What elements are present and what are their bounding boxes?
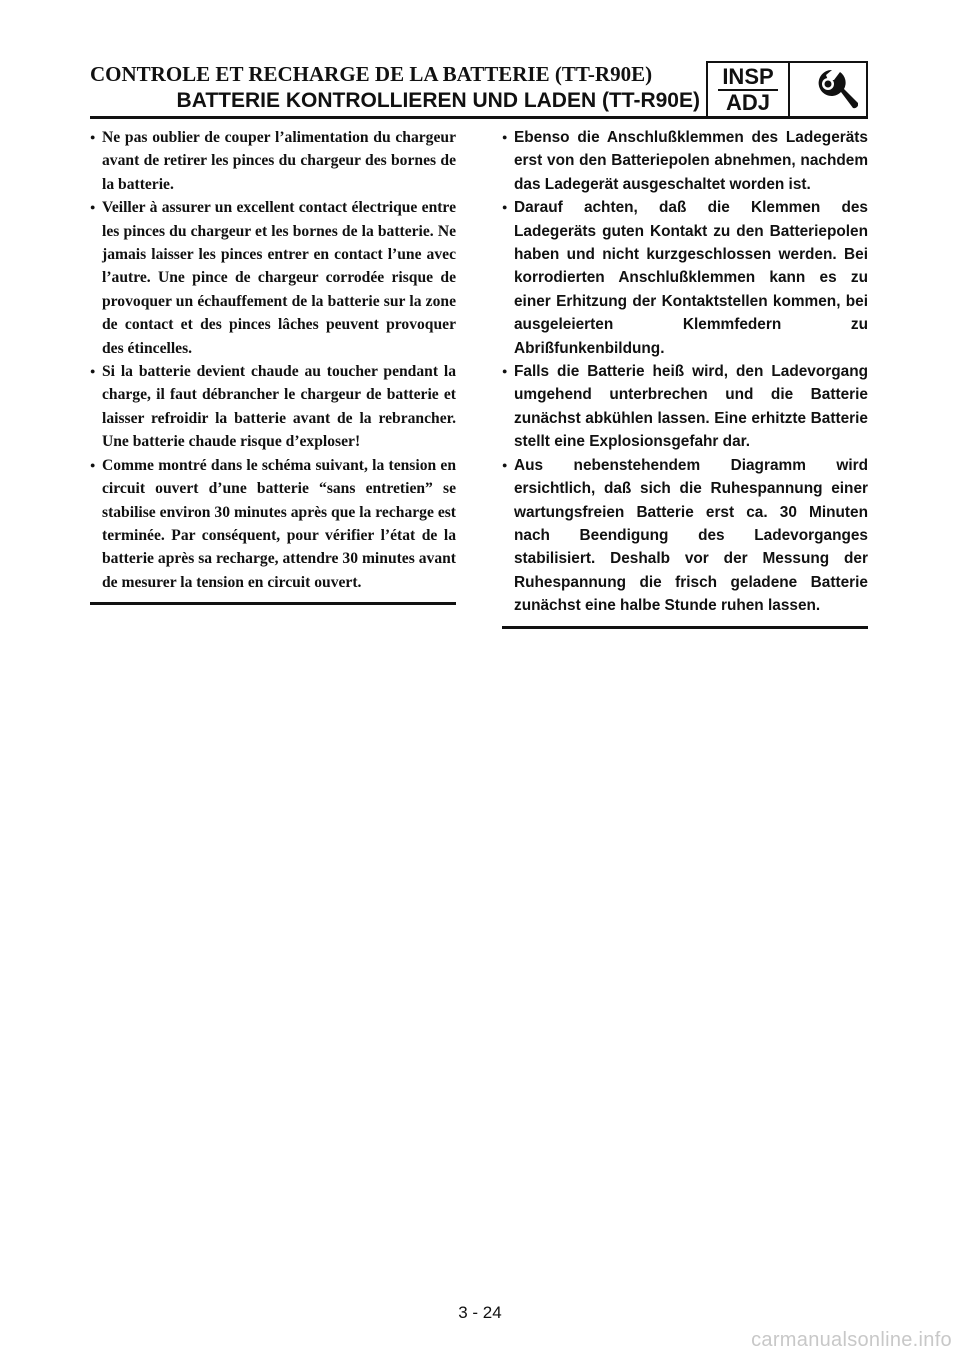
insp-adj-badge xyxy=(706,61,868,118)
list-item: ● Comme montré dans le schéma suivant, la tension en circuit ouvert d’une batterie “sans entretien” se stabilise environ 30 minutes après que la recharge est terminée. Par conséquent, pour vérifier l’état de la batterie après sa recharge, attendre 30 minutes avant de mesurer la tension en circuit ouvert. xyxy=(90,454,456,594)
list-item: ● Ne pas oublier de couper l’alimentation du chargeur avant de retirer les pinces du chargeur des bornes de la batterie. xyxy=(90,126,456,196)
list-item: ● Darauf achten, daß die Klemmen des Ladegeräts guten Kontakt zu den Batteriepolen haben und nicht kurzgeschlossen werden. Bei korrodierten Anschlußklemmen kann es zu einer Erhitzung der Kontaktstellen kommen, bei ausgeleierten Klemmfedern zu Abrißfunkenbildung. xyxy=(502,196,868,360)
french-column xyxy=(90,126,456,605)
french-end-divider xyxy=(90,602,456,605)
badge-label xyxy=(708,63,790,116)
german-column xyxy=(502,126,868,629)
page-number: 3 - 24 xyxy=(458,1303,502,1322)
list-item: ● Si la batterie devient chaude au toucher pendant la charge, il faut débrancher le chargeur de batterie et laisser refroidir la batterie avant de la rebrancher. Une batterie chaude risque d’exploser! xyxy=(90,360,456,454)
list-item: ● Veiller à assurer un excellent contact électrique entre les pinces du chargeur et les bornes de la batterie. Ne jamais laisser les pinces entrer en contact l’une avec l’autre. Une pince de chargeur corrodée risque de provoquer un échauffement de la batterie sur la zone de contact et des pinces lâches peuvent provoquer des étincelles. xyxy=(90,196,456,360)
header-title-french: CONTROLE ET RECHARGE DE LA BATTERIE (TT-R90E) xyxy=(90,62,653,86)
watermark: carmanualsonline.info xyxy=(751,1329,952,1351)
badge-bottom-label: ADJ xyxy=(725,89,770,115)
wrench-icon xyxy=(790,63,866,116)
list-item: ● Aus nebenstehendem Diagramm wird ersichtlich, daß sich die Ruhespannung einer wartungsfreien Batterie erst ca. 30 Minuten nach Beendigung des Ladevorganges stabilisiert. Deshalb vor der Messung der Ruhespannung die frisch geladene Batterie zunächst eine halbe Stunde ruhen lassen. xyxy=(502,454,868,618)
header-title-german: BATTERIE KONTROLLIEREN UND LADEN (TT-R90E) xyxy=(176,89,700,112)
list-item: ● Ebenso die Anschlußklemmen des Ladegeräts erst von den Batteriepolen abnehmen, nachdem das Ladegerät ausgeschaltet worden ist. xyxy=(502,126,868,196)
list-item: ● Falls die Batterie heiß wird, den Ladevorgang umgehend unterbrechen und die Batterie zunächst abkühlen lassen. Eine erhitzte Batterie stellt eine Explosionsgefahr dar. xyxy=(502,360,868,454)
german-end-divider xyxy=(502,626,868,629)
badge-top-label: INSP xyxy=(718,65,777,91)
